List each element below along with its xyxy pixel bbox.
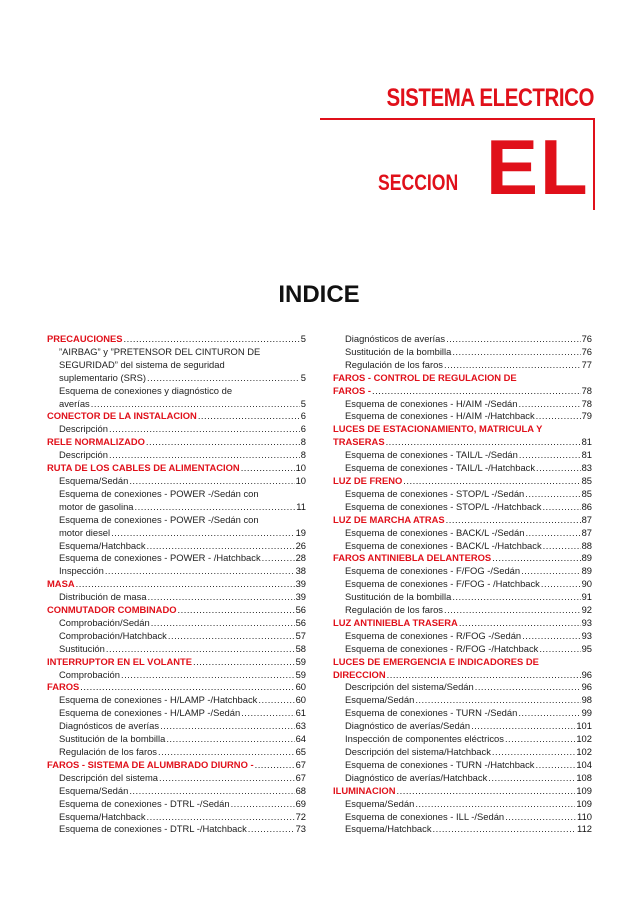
toc-right-column (333, 333, 592, 836)
toc-page-number: 8 (300, 436, 306, 448)
toc-entry-text: Esquema de conexiones - STOP/L -/Sedán (345, 487, 525, 499)
dot-leader (148, 591, 295, 604)
dot-leader (415, 694, 580, 707)
dot-leader (386, 436, 581, 449)
toc-entry-text: RUTA DE LOS CABLES DE ALIMENTACION (47, 462, 240, 474)
toc-entry-text: FAROS (47, 681, 80, 693)
dot-leader (475, 681, 581, 694)
toc-entry[interactable] (47, 449, 306, 462)
toc-entry-text: Esquema de conexiones - BACK/L -/Hatchback (345, 539, 542, 551)
toc-entry-text: Esquema de conexiones - TAIL/L -/Hatchback (345, 462, 536, 474)
toc-entry-text: Descripción (59, 449, 108, 461)
toc-page-number: 78 (581, 384, 592, 396)
toc-entry[interactable] (333, 630, 592, 643)
toc-page-number: 10 (295, 462, 306, 474)
toc-entry-text: INTERRUPTOR EN EL VOLANTE (47, 655, 192, 667)
toc-page-number: 72 (295, 810, 306, 822)
toc-page-number: 5 (300, 371, 306, 383)
toc-entry-text: SEGURIDAD” del sistema de seguridad (59, 358, 225, 370)
toc-page-number: 101 (576, 720, 592, 732)
dot-leader (519, 398, 581, 411)
header-rule-vertical (593, 118, 595, 210)
toc-entry-text: Regulación de los faros (59, 746, 157, 757)
toc-entry-text: Esquema/Sedán (345, 797, 415, 809)
toc-page-number: 112 (577, 823, 592, 835)
toc-entry-text: LUZ ANTINIEBLA TRASERA (333, 616, 458, 628)
toc-entry-text: Esquema/Sedán (345, 694, 415, 706)
toc-entry-text: suplementario (SRS) (59, 371, 147, 383)
toc-page-number: 87 (581, 513, 592, 525)
toc-entry-text: Esquema/Sedán (59, 784, 129, 796)
toc-page-number: 67 (295, 771, 306, 783)
toc-entry-text: Esquema de conexiones - F/FOG -/Sedán (345, 565, 521, 577)
dot-leader (147, 811, 295, 824)
toc-entry[interactable] (333, 759, 592, 772)
dot-leader (262, 552, 295, 565)
toc-page-number: 10 (295, 474, 306, 486)
toc-section-entry[interactable] (333, 372, 592, 398)
toc-entry[interactable] (47, 694, 306, 707)
toc-page-number: 11 (296, 500, 306, 512)
dot-leader (91, 398, 300, 411)
dot-leader (492, 552, 580, 565)
toc-entry[interactable] (47, 669, 306, 682)
toc-entry[interactable] (47, 346, 306, 385)
toc-page-number: 81 (581, 436, 592, 448)
toc-section-entry[interactable] (47, 410, 306, 423)
toc-entry[interactable] (47, 552, 306, 565)
dot-leader (403, 475, 580, 488)
dot-leader (452, 591, 580, 604)
dot-leader (158, 746, 295, 759)
toc-section-entry[interactable] (333, 514, 592, 527)
toc-entry[interactable] (333, 488, 592, 501)
header-rule (320, 118, 595, 120)
toc-page-number: 5 (300, 397, 306, 409)
toc-entry-text: Esquema de conexiones y diagnóstico de (59, 384, 233, 396)
toc-entry-text: FAROS - CONTROL DE REGULACION DE (333, 371, 517, 383)
toc-entry-text: PRECAUCIONES (47, 333, 123, 344)
toc-entry-text: Descripción del sistema/Sedán (345, 681, 474, 693)
dot-leader (147, 540, 295, 553)
toc-page-number: 8 (300, 449, 306, 461)
toc-page-number: 104 (576, 758, 592, 770)
dot-leader (471, 720, 575, 733)
toc-page-number: 87 (581, 526, 592, 538)
toc-page-number: 92 (581, 604, 592, 616)
toc-entry[interactable] (47, 798, 306, 811)
toc-entry-text: LUCES DE ESTACIONAMIENTO, MATRICULA Y (333, 423, 543, 435)
toc-entry[interactable] (333, 410, 592, 423)
toc-entry[interactable] (47, 423, 306, 436)
toc-section-entry[interactable] (333, 475, 592, 488)
dot-leader (444, 359, 581, 372)
toc-entry[interactable] (47, 733, 306, 746)
toc-page-number: 28 (295, 552, 306, 564)
dot-leader (193, 656, 295, 669)
toc-entry-text: Esquema/Hatchback (345, 823, 432, 835)
dot-leader (109, 423, 300, 436)
toc-page-number: 89 (581, 552, 592, 564)
dot-leader (241, 462, 295, 475)
dot-leader (147, 372, 300, 385)
dot-leader (539, 643, 580, 656)
dot-leader (124, 333, 300, 346)
dot-leader (521, 565, 580, 578)
toc-entry-text: Comprobación/Sedán (59, 616, 150, 628)
dot-leader (536, 759, 576, 772)
toc-entry-text: LUZ DE MARCHA ATRAS (333, 513, 445, 525)
toc-entry-text: TRASERAS (333, 436, 385, 448)
toc-page-number: 85 (581, 474, 592, 486)
toc-page-number: 102 (576, 746, 592, 757)
toc-entry[interactable] (47, 811, 306, 824)
toc-entry-text: Esquema de conexiones - POWER - /Hatchback (59, 552, 261, 564)
dot-leader (536, 462, 581, 475)
dot-leader (542, 501, 580, 514)
dot-leader (121, 669, 295, 682)
toc-entry-text: FAROS - SISTEMA DE ALUMBRADO DIURNO - (47, 758, 254, 770)
toc-page-number: 95 (581, 642, 592, 654)
dot-leader (505, 811, 576, 824)
toc-entry-text: Descripción del sistema/Hatchback (345, 746, 491, 757)
toc-page-number: 76 (581, 333, 592, 344)
toc-entry[interactable] (333, 333, 592, 346)
toc-page-number: 59 (295, 655, 306, 667)
toc-page-number: 93 (581, 616, 592, 628)
dot-leader (129, 785, 294, 798)
toc-entry[interactable] (333, 578, 592, 591)
toc-entry[interactable] (333, 643, 592, 656)
toc-entry-text: Diagnósticos de averías (345, 333, 446, 344)
toc-section-entry[interactable] (333, 656, 592, 682)
dot-leader (488, 772, 575, 785)
dot-leader (111, 527, 294, 540)
toc-entry[interactable] (47, 475, 306, 488)
toc-page-number: 88 (581, 539, 592, 551)
toc-entry[interactable] (333, 591, 592, 604)
toc-page-number: 5 (300, 333, 306, 344)
toc-page-number: 63 (295, 720, 306, 732)
dot-leader (505, 733, 575, 746)
dot-leader (522, 630, 580, 643)
toc-section-entry[interactable] (47, 462, 306, 475)
toc-entry-text: Esquema de conexiones - TURN -/Sedán (345, 707, 518, 719)
toc-entry[interactable] (47, 643, 306, 656)
dot-leader (372, 385, 581, 398)
toc-page-number: 60 (295, 681, 306, 693)
toc-entry[interactable] (333, 540, 592, 553)
system-title: SISTEMA ELECTRICO (386, 84, 594, 112)
dot-leader (105, 565, 295, 578)
dot-leader (76, 578, 295, 591)
toc-entry-text: Esquema de conexiones - ILL -/Sedán (345, 810, 505, 822)
dot-leader (166, 733, 294, 746)
toc-entry-text: Distribución de masa (59, 591, 147, 603)
dot-leader (159, 772, 295, 785)
toc-page-number: 86 (581, 500, 592, 512)
toc-page-number: 109 (576, 784, 592, 796)
toc-entry[interactable] (47, 720, 306, 733)
toc-entry-text: Comprobación/Hatchback (59, 629, 167, 641)
dot-leader (129, 475, 294, 488)
toc-page-number: 64 (295, 733, 306, 745)
toc-entry[interactable] (47, 772, 306, 785)
toc-page-number: 78 (581, 397, 592, 409)
dot-leader (541, 578, 581, 591)
toc-entry-text: Esquema/Hatchback (59, 539, 146, 551)
dot-leader (80, 681, 294, 694)
toc-section-entry[interactable] (47, 656, 306, 669)
toc-entry-text: Esquema de conexiones - TURN -/Hatchback (345, 758, 535, 770)
toc-entry-text: ILUMINACION (333, 784, 396, 796)
toc-entry-text: FAROS - (333, 384, 372, 396)
toc-entry-text: Esquema de conexiones - POWER -/Sedán con (59, 513, 259, 525)
toc-entry-text: Esquema de conexiones - F/FOG - /Hatchback (345, 578, 540, 590)
toc-entry-text: Sustitución de la bombilla (59, 733, 166, 745)
toc-section-entry[interactable] (47, 759, 306, 772)
toc-entry-text: Esquema de conexiones - BACK/L -/Sedán (345, 526, 525, 538)
dot-leader (519, 449, 581, 462)
toc-entry[interactable] (333, 398, 592, 411)
toc-entry-text: Esquema de conexiones - R/FOG -/Sedán (345, 629, 522, 641)
dot-leader (160, 720, 295, 733)
dot-leader (446, 333, 581, 346)
dot-leader (536, 410, 581, 423)
toc-entry[interactable] (47, 488, 306, 514)
toc-page-number: 89 (581, 565, 592, 577)
dot-leader (168, 630, 295, 643)
toc-entry-text: Esquema/Hatchback (59, 810, 146, 822)
toc-entry[interactable] (47, 707, 306, 720)
dot-leader (106, 643, 295, 656)
toc-entry[interactable] (47, 823, 306, 836)
toc-page-number: 81 (581, 449, 592, 461)
toc-entry-text: Sustitución de la bombilla (345, 345, 452, 357)
toc-page-number: 96 (581, 681, 592, 693)
toc-section-entry[interactable] (47, 681, 306, 694)
dot-leader (151, 617, 295, 630)
toc-entry-text: MASA (47, 578, 75, 590)
toc-page-number: 91 (581, 591, 592, 603)
toc-entry-text: Esquema de conexiones - DTRL -/Hatchback (59, 823, 247, 835)
toc-entry[interactable] (47, 746, 306, 759)
toc-entry-text: Comprobación (59, 668, 120, 680)
dot-leader (397, 785, 576, 798)
toc-entry[interactable] (333, 707, 592, 720)
toc-section-entry[interactable] (333, 423, 592, 449)
toc-entry-text: Sustitución (59, 642, 105, 654)
toc-entry[interactable] (333, 462, 592, 475)
dot-leader (433, 823, 577, 836)
toc-entry-text: CONECTOR DE LA INSTALACION (47, 410, 197, 422)
toc-section-entry[interactable] (47, 604, 306, 617)
toc-page-number: 99 (581, 707, 592, 719)
toc-entry[interactable] (47, 385, 306, 411)
toc-page-number: 65 (295, 746, 306, 757)
dot-leader (241, 707, 294, 720)
toc-entry[interactable] (333, 772, 592, 785)
toc-entry-text: Diagnóstico de averías/Hatchback (345, 771, 488, 783)
toc-section-entry[interactable] (333, 552, 592, 565)
dot-leader (444, 604, 581, 617)
toc-entry-text: Esquema de conexiones - TAIL/L -/Sedán (345, 449, 518, 461)
toc-entry[interactable] (47, 591, 306, 604)
toc-entry-text: FAROS ANTINIEBLA DELANTEROS (333, 552, 492, 564)
seccion-label: SECCION (378, 170, 459, 195)
dot-leader (446, 514, 581, 527)
toc-page-number: 26 (295, 539, 306, 551)
toc-page-number: 56 (295, 604, 306, 616)
toc-entry[interactable] (333, 811, 592, 824)
toc-page-number: 68 (295, 784, 306, 796)
toc-entry[interactable] (333, 527, 592, 540)
toc-page-number: 59 (295, 668, 306, 680)
toc-left-column (47, 333, 306, 836)
toc-entry-text: ”AIRBAG” y ”PRETENSOR DEL CINTURON DE (59, 345, 261, 357)
toc-page-number: 56 (295, 616, 306, 628)
toc-entry-text: Diagnósticos de averías (59, 720, 160, 732)
toc-entry-text: Inspección (59, 565, 104, 577)
dot-leader (248, 823, 295, 836)
toc-page-number: 109 (576, 797, 592, 809)
toc-page-number: 38 (295, 565, 306, 577)
toc-entry[interactable] (333, 346, 592, 359)
toc-entry-text: Esquema de conexiones - H/AIM -/Sedán (345, 397, 518, 409)
dot-leader (415, 798, 575, 811)
toc-entry-text: averías (59, 397, 90, 409)
toc-page-number: 39 (295, 591, 306, 603)
toc-entry-text: motor de gasolina (59, 500, 134, 512)
dot-leader (387, 669, 581, 682)
toc-entry-text: Esquema de conexiones - R/FOG -/Hatchback (345, 642, 539, 654)
toc-page-number: 69 (295, 797, 306, 809)
toc-entry-text: Esquema de conexiones - DTRL -/Sedán (59, 797, 230, 809)
toc-entry-text: LUZ DE FRENO (333, 474, 403, 486)
toc-section-entry[interactable] (47, 333, 306, 346)
toc-entry-text: Diagnóstico de averías/Sedán (345, 720, 471, 732)
toc-entry-text: Esquema de conexiones - STOP/L -/Hatchback (345, 500, 542, 512)
toc-page-number: 108 (576, 771, 592, 783)
toc-page-number: 102 (576, 733, 592, 745)
dot-leader (525, 527, 580, 540)
toc-page-number: 110 (577, 810, 592, 822)
toc-entry-text: Regulación de los faros (345, 358, 443, 370)
toc-page-number: 93 (581, 629, 592, 641)
toc-entry-text: RELE NORMALIZADO (47, 436, 145, 448)
toc-page-number: 57 (295, 629, 306, 641)
dot-leader (198, 410, 300, 423)
toc-entry[interactable] (47, 540, 306, 553)
toc-entry[interactable] (47, 617, 306, 630)
dot-leader (452, 346, 580, 359)
toc-page-number: 60 (295, 694, 306, 706)
toc-entry[interactable] (333, 798, 592, 811)
toc-entry-text: Sustitución de la bombilla (345, 591, 452, 603)
toc-entry-text: CONMUTADOR COMBINADO (47, 604, 177, 616)
toc-entry[interactable] (333, 359, 592, 372)
dot-leader (258, 694, 294, 707)
toc-page-number: 58 (295, 642, 306, 654)
toc-entry[interactable] (333, 720, 592, 733)
seccion-code: EL (486, 123, 590, 211)
toc-entry-text: Esquema/Sedán (59, 474, 129, 486)
toc-page-number: 96 (581, 668, 592, 680)
toc-entry[interactable] (333, 694, 592, 707)
toc-entry-text: Esquema de conexiones - H/AIM -/Hatchback (345, 410, 535, 422)
toc-entry[interactable] (47, 630, 306, 643)
toc-section-entry[interactable] (333, 617, 592, 630)
toc-entry[interactable] (333, 449, 592, 462)
toc-entry[interactable] (333, 501, 592, 514)
toc-entry[interactable] (333, 681, 592, 694)
dot-leader (518, 707, 580, 720)
toc-entry[interactable] (333, 565, 592, 578)
toc-page-number: 73 (295, 823, 306, 835)
toc-entry-text: Esquema de conexiones - H/LAMP -/Sedán (59, 707, 241, 719)
dot-leader (543, 540, 581, 553)
toc-section-entry[interactable] (47, 436, 306, 449)
dot-leader (255, 759, 295, 772)
toc-entry[interactable] (47, 565, 306, 578)
toc-page-number: 77 (581, 358, 592, 370)
toc-page-number: 76 (581, 345, 592, 357)
dot-leader (178, 604, 295, 617)
toc-entry-text: LUCES DE EMERGENCIA E INDICADORES DE (333, 655, 539, 667)
toc-entry[interactable] (333, 823, 592, 836)
dot-leader (231, 798, 295, 811)
toc-page-number: 19 (295, 526, 306, 538)
dot-leader (459, 617, 581, 630)
dot-leader (146, 436, 300, 449)
toc-entry-text: Descripción (59, 423, 108, 435)
index-title: INDICE (278, 281, 360, 308)
toc-page-number: 83 (581, 462, 592, 474)
toc-page-number: 85 (581, 487, 592, 499)
toc-section-entry[interactable] (47, 578, 306, 591)
toc-section-entry[interactable] (333, 785, 592, 798)
toc-page-number: 39 (295, 578, 306, 590)
toc-page-number: 79 (581, 410, 592, 422)
dot-leader (109, 449, 300, 462)
toc-entry[interactable] (47, 514, 306, 540)
toc-entry-text: Regulación de los faros (345, 604, 443, 616)
dot-leader (525, 488, 580, 501)
toc-entry-text: Inspección de componentes eléctricos (345, 733, 504, 745)
toc-page-number: 6 (300, 410, 306, 422)
toc-entry-text: DIRECCION (333, 668, 386, 680)
toc-entry[interactable] (333, 604, 592, 617)
toc-entry[interactable] (47, 785, 306, 798)
dot-leader (492, 746, 575, 759)
toc-page-number: 61 (295, 707, 306, 719)
toc-entry-text: Descripción del sistema (59, 771, 158, 783)
toc-page-number: 67 (295, 758, 306, 770)
dot-leader (135, 501, 296, 514)
toc-entry-text: Esquema de conexiones - H/LAMP -/Hatchback (59, 694, 258, 706)
toc-entry[interactable] (333, 746, 592, 759)
toc-page-number: 98 (581, 694, 592, 706)
toc-page-number: 6 (300, 423, 306, 435)
toc-page-number: 90 (581, 578, 592, 590)
toc-entry-text: Esquema de conexiones - POWER -/Sedán con (59, 487, 259, 499)
toc-entry-text: motor diesel (59, 526, 111, 538)
toc-entry[interactable] (333, 733, 592, 746)
